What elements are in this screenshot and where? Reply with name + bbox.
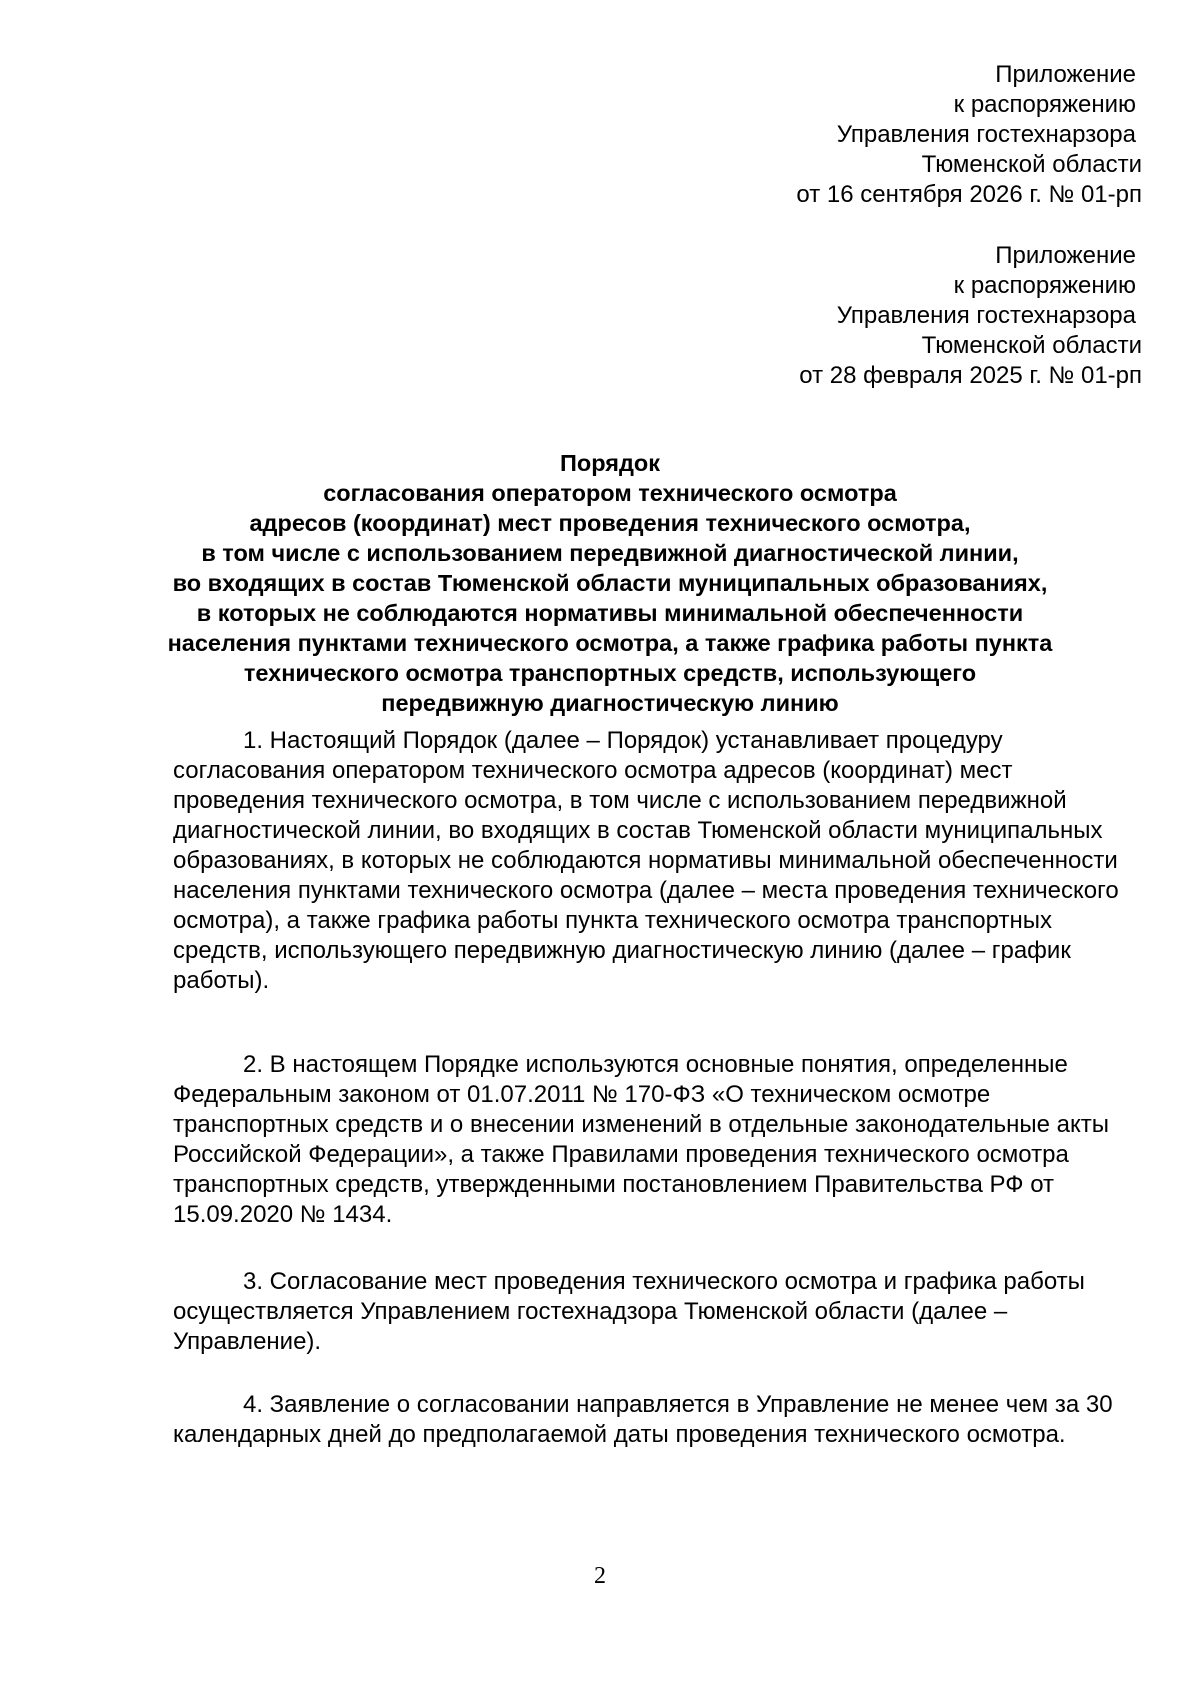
paragraph-3 [173, 1267, 1147, 1357]
page-number: 2 [594, 1563, 606, 1589]
paragraph-line: (далее – Управление). [173, 1298, 1008, 1355]
paragraph-line: 4. Заявление о согласовании направляется в Управление не менее чем за [243, 1391, 1080, 1418]
paragraph-line: акты Российской Федерации», а также Правилами проведения технического [173, 1111, 1110, 1168]
paragraph-line: 3. Согласование мест проведения технического осмотра и графика [243, 1268, 997, 1295]
appendix-label: Приложение [995, 242, 1136, 269]
appendix-authority: Управления гостехнарзора [836, 121, 1136, 148]
paragraph-line: проведения технического осмотра, в том числе с использованием [173, 787, 912, 814]
appendix-order-ref: к распоряжению [953, 91, 1136, 118]
document-title [160, 448, 1060, 718]
appendix-header-current [542, 60, 1142, 210]
appendix-header-previous [542, 241, 1142, 391]
title-line: Порядок [559, 450, 661, 476]
paragraph-line: минимальной обеспеченности населения пунктами технического осмотра [173, 847, 1118, 904]
paragraph-line: осмотра. [966, 1421, 1066, 1448]
title-line: согласования оператором технического осмотра [323, 480, 897, 506]
paragraph-line: транспортных средств и о внесении изменений в отдельные законодательные [173, 1111, 1050, 1138]
paragraph-line: осмотра транспортных средств, утвержденными постановлением [173, 1141, 1069, 1198]
paragraph-line: 1. Настоящий Порядок (далее – Порядок) устанавливает процедуру [243, 727, 1003, 754]
paragraph-line: Федеральным законом от 01.07.2011 № 170-ФЗ «О техническом осмотре [173, 1081, 991, 1108]
title-line: во входящих в состав Тюменской области муниципальных образованиях, [172, 570, 1048, 596]
appendix-label: Приложение [995, 61, 1136, 88]
title-line: технического осмотра транспортных средств, использующего [243, 660, 977, 686]
paragraph-line: 30 календарных дней до предполагаемой даты проведения технического [173, 1391, 1113, 1448]
paragraph-line: работы осуществляется Управлением гостехнадзора Тюменской области [173, 1268, 1085, 1325]
paragraph-line: пункта технического осмотра транспортных средств, использующего [173, 907, 1052, 964]
title-line: передвижную диагностическую линию [381, 690, 839, 716]
paragraph-2 [173, 1050, 1147, 1230]
appendix-region: Тюменской области [921, 332, 1142, 359]
appendix-region: Тюменской области [921, 151, 1142, 178]
appendix-authority: Управления гостехнарзора [836, 302, 1136, 329]
title-line: в том числе с использованием передвижной диагностической линии, [201, 540, 1019, 566]
paragraph-line: согласования оператором технического осмотра адресов (координат) мест [173, 757, 1013, 784]
paragraph-line: (далее – места проведения технического осмотра), а также графика работы [173, 877, 1119, 934]
paragraph-1 [173, 726, 1147, 996]
paragraph-line: Правительства РФ от 15.09.2020 № 1434. [173, 1171, 1055, 1228]
appendix-date-number: от 16 сентября 2026 г. № 01-рп [796, 181, 1142, 208]
title-line: населения пунктами технического осмотра, а также графика работы пункта [167, 630, 1053, 656]
paragraph-line: 2. В настоящем Порядке используются основные понятия, определенные [243, 1051, 1068, 1078]
paragraph-line: передвижную диагностическую линию (далее – график работы). [173, 937, 1071, 994]
paragraph-line: области муниципальных образованиях, в которых не соблюдаются нормативы [173, 817, 1103, 874]
paragraph-4 [173, 1390, 1147, 1450]
title-line: в которых не соблюдаются нормативы минимальной обеспеченности [196, 600, 1024, 626]
title-line: адресов (координат) мест проведения технического осмотра, [249, 510, 971, 536]
appendix-date-number: от 28 февраля 2025 г. № 01-рп [799, 362, 1142, 389]
appendix-order-ref: к распоряжению [953, 272, 1136, 299]
paragraph-line: передвижной диагностической линии, во входящих в состав Тюменской [173, 787, 1067, 844]
